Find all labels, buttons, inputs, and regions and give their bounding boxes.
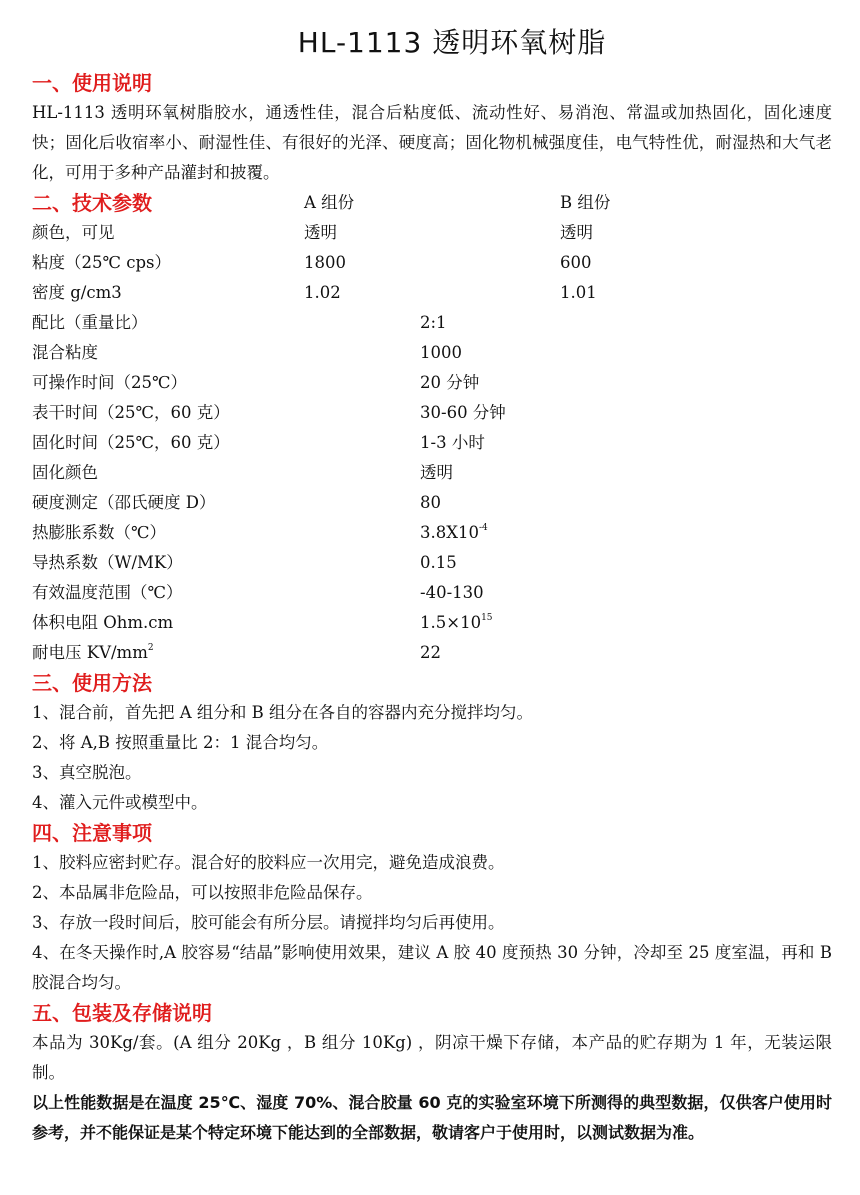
list-item: 3、存放一段时间后，胶可能会有所分层。请搅拌均匀后再使用。 xyxy=(32,913,505,932)
page-title: HL-1113 透明环氧树脂 xyxy=(297,26,607,59)
spec-row xyxy=(32,278,832,308)
spec-value: 1000 xyxy=(420,343,462,362)
spec-label: 可操作时间（25℃） xyxy=(32,373,187,392)
spec-row xyxy=(32,248,832,278)
list-item: 3、真空脱泡。 xyxy=(32,763,142,782)
mix-spec-table-2 xyxy=(32,548,832,608)
spec-value-b: 600 xyxy=(560,253,592,272)
column-a-header: A 组份 xyxy=(304,193,355,212)
spec-row xyxy=(32,368,832,398)
spec-row-resistivity xyxy=(32,608,832,638)
spec-row-expansion xyxy=(32,518,832,548)
spec-label: 混合粘度 xyxy=(32,343,98,362)
spec-label: 体积电阻 Ohm.cm xyxy=(32,613,174,632)
column-b-header: B 组份 xyxy=(560,193,611,212)
spec-label: 导热系数（W/MK） xyxy=(32,553,183,572)
section-packaging-text: 本品为 30Kg/套。(A 组分 20Kg ，B 组分 10Kg) ，阴凉干燥下存储，本产品的贮存期为 1 年，无装运限制。 xyxy=(32,1033,832,1082)
spec-label: 热膨胀系数（℃） xyxy=(32,523,166,542)
spec-label: 配比（重量比） xyxy=(32,313,148,332)
spec-value: 22 xyxy=(420,643,441,662)
spec-row xyxy=(32,548,832,578)
list-item: 4、在冬天操作时,A 胶容易“结晶”影响使用效果，建议 A 胶 40 度预热 30 分钟，冷却至 25 度室温，再和 B 胶混合均匀。 xyxy=(32,943,832,992)
spec-value: -40-130 xyxy=(420,583,484,602)
spec-value: $1.5\times 10^{15}$ xyxy=(420,613,493,632)
spec-row xyxy=(32,308,832,338)
spec-label: 粘度（25℃ cps） xyxy=(32,253,171,272)
spec-row xyxy=(32,488,832,518)
spec-label: 耐电压 $KV/mm^2$ xyxy=(32,643,154,662)
spec-row-voltage xyxy=(32,638,832,668)
datasheet-page xyxy=(32,18,832,1148)
spec-label: 硬度测定（邵氏硬度 D） xyxy=(32,493,216,512)
list-item: 4、灌入元件或模型中。 xyxy=(32,793,208,812)
spec-row xyxy=(32,458,832,488)
spec-value: 1-3 小时 xyxy=(420,433,485,452)
spec-value-b: 1.01 xyxy=(560,283,597,302)
spec-header-row xyxy=(32,188,832,218)
spec-label: 表干时间（25℃，60 克） xyxy=(32,403,230,422)
spec-value-b: 透明 xyxy=(560,223,593,242)
spec-row xyxy=(32,338,832,368)
spec-value: 80 xyxy=(420,493,441,512)
spec-label: 密度 g/cm3 xyxy=(32,283,122,302)
section-usage-heading: 一、使用说明 xyxy=(32,71,152,95)
method-list xyxy=(32,698,832,818)
ab-spec-table xyxy=(32,218,832,308)
section-method-heading: 三、使用方法 xyxy=(32,671,152,695)
spec-value: 30-60 分钟 xyxy=(420,403,506,422)
section-notes-heading: 四、注意事项 xyxy=(32,821,152,845)
spec-value: 20 分钟 xyxy=(420,373,480,392)
spec-value-a: 1.02 xyxy=(304,283,341,302)
spec-label: 固化时间（25℃，60 克） xyxy=(32,433,230,452)
spec-row xyxy=(32,398,832,428)
list-item: 1、混合前，首先把 A 组分和 B 组分在各自的容器内充分搅拌均匀。 xyxy=(32,703,534,722)
spec-row xyxy=(32,428,832,458)
spec-value-a: 1800 xyxy=(304,253,346,272)
spec-label: 颜色，可见 xyxy=(32,223,115,242)
spec-label: 有效温度范围（℃） xyxy=(32,583,183,602)
list-item: 1、胶料应密封贮存。混合好的胶料应一次用完，避免造成浪费。 xyxy=(32,853,505,872)
section-specs-heading: 二、技术参数 xyxy=(32,191,152,215)
spec-value: $3.8X10^{-4}$ xyxy=(420,523,488,542)
list-item: 2、本品属非危险品，可以按照非危险品保存。 xyxy=(32,883,373,902)
spec-value: 2:1 xyxy=(420,313,447,332)
spec-row xyxy=(32,218,832,248)
spec-value: 透明 xyxy=(420,463,453,482)
list-item: 2、将 A,B 按照重量比 2：1 混合均匀。 xyxy=(32,733,329,752)
spec-value-a: 透明 xyxy=(304,223,337,242)
section-packaging-heading: 五、包装及存储说明 xyxy=(32,1001,212,1025)
mix-spec-table xyxy=(32,308,832,518)
section-usage-text: HL-1113 透明环氧树脂胶水，通透性佳，混合后粘度低、流动性好、易消泡、常温或加热固化，固化速度快；固化后收宿率小、耐湿性佳、有很好的光泽、硬度高；固化物机械强度佳，电气特性优，耐湿热和大气老化，可用于多种产品灌封和披覆。 xyxy=(32,103,832,182)
notes-list xyxy=(32,848,832,998)
spec-label: 固化颜色 xyxy=(32,463,98,482)
spec-value: 0.15 xyxy=(420,553,457,572)
disclaimer-text: 以上性能数据是在温度 25℃、湿度 70%、混合胶量 60 克的实验室环境下所测得的典型数据，仅供客户使用时参考，并不能保证是某个特定环境下能达到的全部数据，敬请客户于使用时，以测试数据为准。 xyxy=(32,1093,832,1142)
spec-row xyxy=(32,578,832,608)
